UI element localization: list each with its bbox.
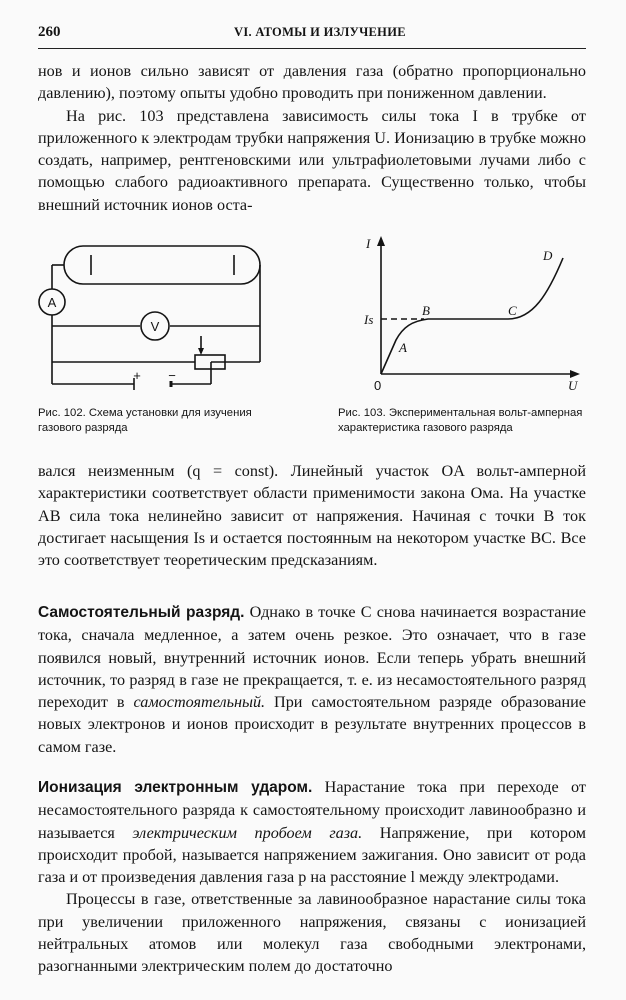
voltmeter-label: V <box>150 319 160 334</box>
paragraph-self-discharge <box>38 601 586 758</box>
plus-label: + <box>133 368 141 383</box>
ionization-text-1: Нарастание тока при переходе от несамостоятельного разряда к самостоятельному происходит лавинообразно и называется <box>38 778 586 842</box>
saturation-label: Is <box>364 312 374 327</box>
heading-self-discharge: Самостоятельный разряд. <box>38 604 245 621</box>
ionization-emphasis: электрическим пробоем газа. <box>132 823 363 842</box>
discharge-tube <box>64 246 260 284</box>
ionization-text-2: Напряжение, при котором происходит пробой, называется напряжением зажигания. Оно зависит от рода газа и от произведения давления газа p на расстояние l между электродами. <box>38 823 586 887</box>
figure-102-circuit <box>38 242 268 392</box>
page-header <box>38 24 586 48</box>
figure-103-caption: Рис. 103. Экспериментальная вольт-амперная характеристика газового разряда <box>338 407 583 434</box>
running-title: VI. АТОМЫ И ИЗЛУЧЕНИЕ <box>234 25 406 39</box>
origin-label: 0 <box>374 378 382 393</box>
ammeter-label: A <box>47 295 57 310</box>
page-number: 260 <box>38 24 61 40</box>
figure-102-caption: Рис. 102. Схема установки для изучения газового разряда <box>38 407 252 434</box>
self-discharge-text-1: Однако в точке C снова начинается возрастание тока, сначала медленное, а затем очень резкое. Это означает, что в газе появился новый, внутренний источник ионов. Если теперь убрать внешний источник, то разряд в газе не прекращается, т. е. из несамостоятельного разряд переходит в <box>38 603 586 712</box>
self-discharge-emphasis: самостоятельный. <box>133 693 266 712</box>
text-top <box>38 60 586 216</box>
point-d-label: D <box>543 248 553 263</box>
y-axis-label: I <box>366 236 371 251</box>
x-axis-label: U <box>568 378 578 393</box>
point-b-label: B <box>422 303 430 318</box>
header-rule <box>38 48 586 49</box>
point-c-label: C <box>508 303 517 318</box>
section-ionization <box>38 776 586 978</box>
minus-label: − <box>168 368 176 383</box>
paragraph-processes: Процессы в газе, ответственные за лавинообразное нарастание силы тока при увеличении приложенного напряжения, связаны с ионизацией нейтральных атомов или молекул газа свободными электронами, разогнанными электрическим полем до достаточно <box>38 890 586 976</box>
section-self-discharge <box>38 601 586 758</box>
paragraph-ohm: вался неизменным (q = const). Линейный участок OA вольт-амперной характеристики соответствует области применимости закона Ома. На участке AB сила тока нелинейно зависит от напряжения. Начиная с точки B ток достигает насыщения Is и остается постоянным на некотором участке BC. Все это соответствует теоретическим предсказаниям. <box>38 462 586 570</box>
figure-103-iv-curve <box>358 234 592 394</box>
paragraph-fig103-intro: На рис. 103 представлена зависимость силы тока I в трубке от приложенного к электродам трубки напряжения U. Ионизацию в трубке можно создать, например, рентгеновскими или ультрафиолетовыми лучами либо с помощью слабого радиоактивного препарата. Существенно только, чтобы внешний источник ионов оста- <box>38 106 586 214</box>
point-a-label: A <box>399 340 407 355</box>
self-discharge-text-2: При самостоятельном разряде образование новых электронов и ионов происходит в результате внутренних процессов в самом газе. <box>38 693 586 756</box>
paragraph-ionization <box>38 776 586 888</box>
text-after-figures <box>38 460 586 571</box>
paragraph-continuation: нов и ионов сильно зависят от давления газа (обратно пропорционально давлению), поэтому опыты удобно проводить при пониженном давлении. <box>38 62 586 103</box>
heading-ionization: Ионизация электронным ударом. <box>38 779 313 796</box>
iv-curve <box>381 258 563 374</box>
